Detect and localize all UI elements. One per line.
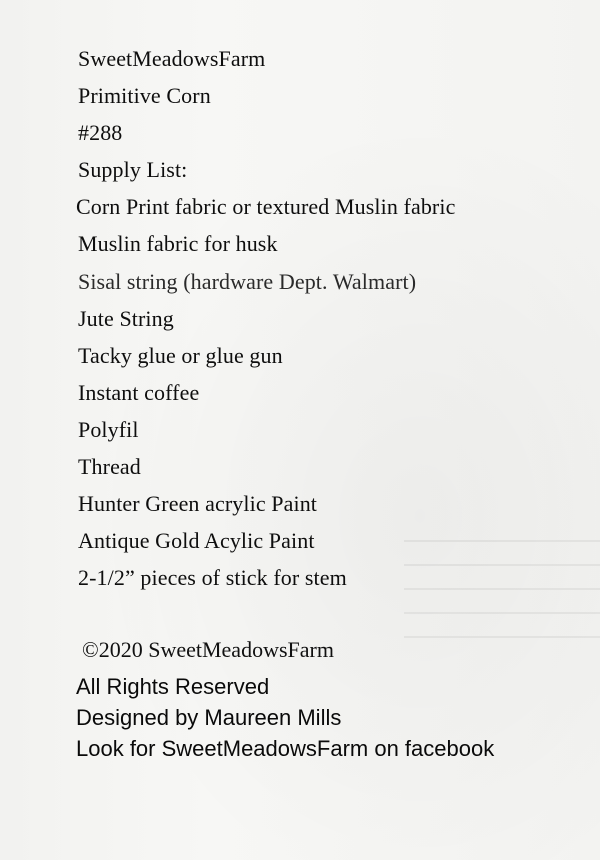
supply-item: Sisal string (hardware Dept. Walmart) — [78, 268, 417, 294]
supply-item: 2-1/2” pieces of stick for stem — [78, 565, 347, 591]
supply-item: Jute String — [78, 305, 174, 331]
supply-item: Muslin fabric for husk — [78, 231, 278, 257]
supply-item: Antique Gold Acylic Paint — [78, 528, 315, 554]
supply-item: Instant coffee — [78, 379, 200, 405]
supply-item: Thread — [78, 454, 141, 480]
pattern-number: #288 — [78, 120, 123, 146]
brand-name: SweetMeadowsFarm — [78, 46, 266, 71]
supply-item: Tacky glue or glue gun — [78, 342, 283, 368]
designer-credit: Designed by Maureen Mills — [76, 705, 342, 730]
supply-item: Corn Print fabric or textured Muslin fabric — [76, 194, 456, 220]
supply-list — [78, 188, 578, 596]
rights-reserved: All Rights Reserved — [76, 674, 270, 699]
supply-item: Hunter Green acrylic Paint — [78, 491, 318, 517]
supply-item: Polyfil — [78, 416, 139, 442]
pattern-name: Primitive Corn — [78, 83, 211, 109]
copyright-notice: ©2020 SweetMeadowsFarm — [82, 637, 334, 662]
supply-list-heading: Supply List: — [78, 157, 188, 183]
pattern-details — [78, 40, 578, 596]
facebook-notice: Look for SweetMeadowsFarm on facebook — [76, 736, 495, 761]
footer-notes — [76, 671, 596, 764]
